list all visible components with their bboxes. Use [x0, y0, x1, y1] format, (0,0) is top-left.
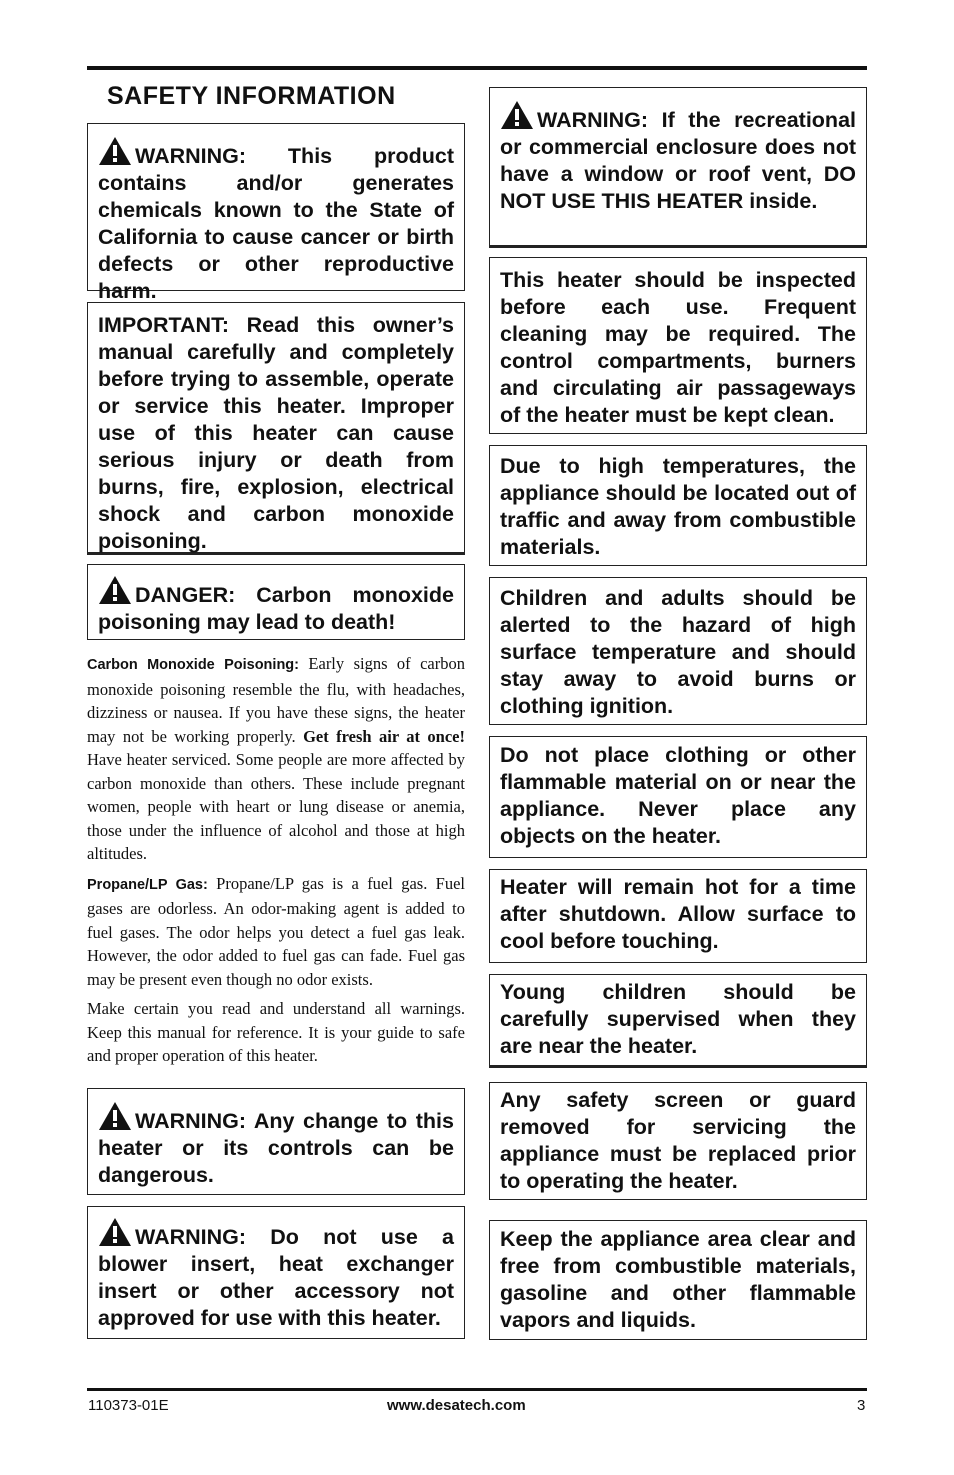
- co-poisoning-lead: Carbon Monoxide Poisoning:: [87, 657, 299, 673]
- warning-change-text: WARNING: Any change to this heater or its controls can be dangerous.: [98, 1108, 454, 1187]
- danger-box: [87, 564, 465, 640]
- manual-paragraph: Make certain you read and understand all warnings. Keep this manual for reference. It is your guide to safe and proper operation of this heater.: [87, 999, 465, 1065]
- important-box: [87, 302, 465, 553]
- keep-clear-box: [489, 1220, 867, 1340]
- warning-enclosure-box: [489, 87, 867, 246]
- warning-triangle-icon: [98, 1217, 132, 1247]
- warning-chemicals-box: [87, 123, 465, 303]
- temperature-box: [489, 445, 867, 566]
- children-hazard-box: [489, 577, 867, 725]
- young-children-box: [489, 974, 867, 1066]
- co-poisoning-text-a: Early signs of carbon monoxide poisoning resemble the flu, with headaches, dizziness or nausea. If you have these signs, the heater may not be working properly.: [87, 654, 465, 746]
- co-poisoning-strong: Get fresh air at once!: [303, 726, 465, 746]
- inspect-text: This heater should be inspected before each use. Frequent cleaning may be required. The control compartments, burners and circulating air passageways of the heater must be kept clean.: [500, 268, 856, 427]
- warning-triangle-icon: [98, 136, 132, 166]
- hot-after-shutdown-box: [489, 869, 867, 963]
- propane-lead: Propane/LP Gas:: [87, 876, 208, 893]
- clothing-box: [489, 736, 867, 858]
- keep-clear-text: Keep the appliance area clear and free from combustible materials, gasoline and other flammable vapors and liquids.: [500, 1227, 856, 1332]
- page-number: 3: [857, 1397, 866, 1414]
- warning-blower-text: WARNING: Do not use a blower insert, heat exchanger insert or other accessory not approved for use with this heater.: [98, 1224, 454, 1330]
- warning-change-box: [87, 1088, 465, 1195]
- co-poisoning-paragraph: [87, 652, 465, 866]
- propane-paragraph: [87, 872, 465, 992]
- doc-number: 110373-01E: [88, 1397, 169, 1414]
- clothing-text: Do not place clothing or other flammable material on or near the appliance. Never place any objects on the heater.: [500, 743, 856, 848]
- warning-triangle-icon: [98, 1101, 132, 1131]
- top-rule: [87, 66, 867, 70]
- left-column: [87, 78, 465, 1350]
- section-title: SAFETY INFORMATION: [107, 82, 396, 110]
- temperature-text: Due to high temperatures, the appliance should be located out of traffic and away from combustible materials.: [500, 454, 856, 559]
- safety-screen-box: [489, 1082, 867, 1200]
- bottom-rule: [87, 1388, 867, 1391]
- important-text: IMPORTANT: Read this owner’s manual carefully and completely before trying to assemble, operate or service this heater. Improper use of this heater can cause serious injury or death from burns, fire, explosion, electrical shock and carbon monoxide poisoning.: [98, 313, 454, 553]
- children-hazard-text: Children and adults should be alerted to the hazard of high surface temperature and should stay away to avoid burns or clothing ignition.: [500, 586, 856, 718]
- young-children-text: Young children should be carefully supervised when they are near the heater.: [500, 980, 856, 1058]
- warning-chemicals-text: WARNING: This product contains and/or generates chemicals known to the State of California to cause cancer or birth defects or other reproductive harm.: [98, 144, 454, 303]
- warning-triangle-icon: [98, 575, 132, 605]
- co-poisoning-text-b: Have heater serviced. Some people are more affected by carbon monoxide than others. These include pregnant women, people with heart or lung disease or anemia, those under the influence of alcohol and those at high altitudes.: [87, 750, 465, 863]
- danger-text: DANGER: Carbon monoxide poisoning may lead to death!: [98, 583, 454, 634]
- warning-enclosure-text: WARNING: If the recreational or commercial enclosure does not have a window or roof vent, DO NOT USE THIS HEATER inside.: [500, 108, 856, 213]
- right-column: [489, 87, 867, 1351]
- hot-after-shutdown-text: Heater will remain hot for a time after shutdown. Allow surface to cool before touching.: [500, 875, 856, 953]
- inspect-box: [489, 257, 867, 434]
- warning-blower-box: [87, 1206, 465, 1339]
- safety-screen-text: Any safety screen or guard removed for servicing the appliance must be replaced prior to operating the heater.: [500, 1088, 856, 1193]
- warning-triangle-icon: [500, 100, 534, 130]
- propane-text: Propane/LP gas is a fuel gas. Fuel gases are odorless. An odor-making agent is added to fuel gases. The odor helps you detect a fuel gas leak. However, the odor added to fuel gas can fade. Fuel gas may be present even though no odor exists.: [87, 873, 465, 989]
- website-link[interactable]: www.desatech.com: [387, 1397, 526, 1414]
